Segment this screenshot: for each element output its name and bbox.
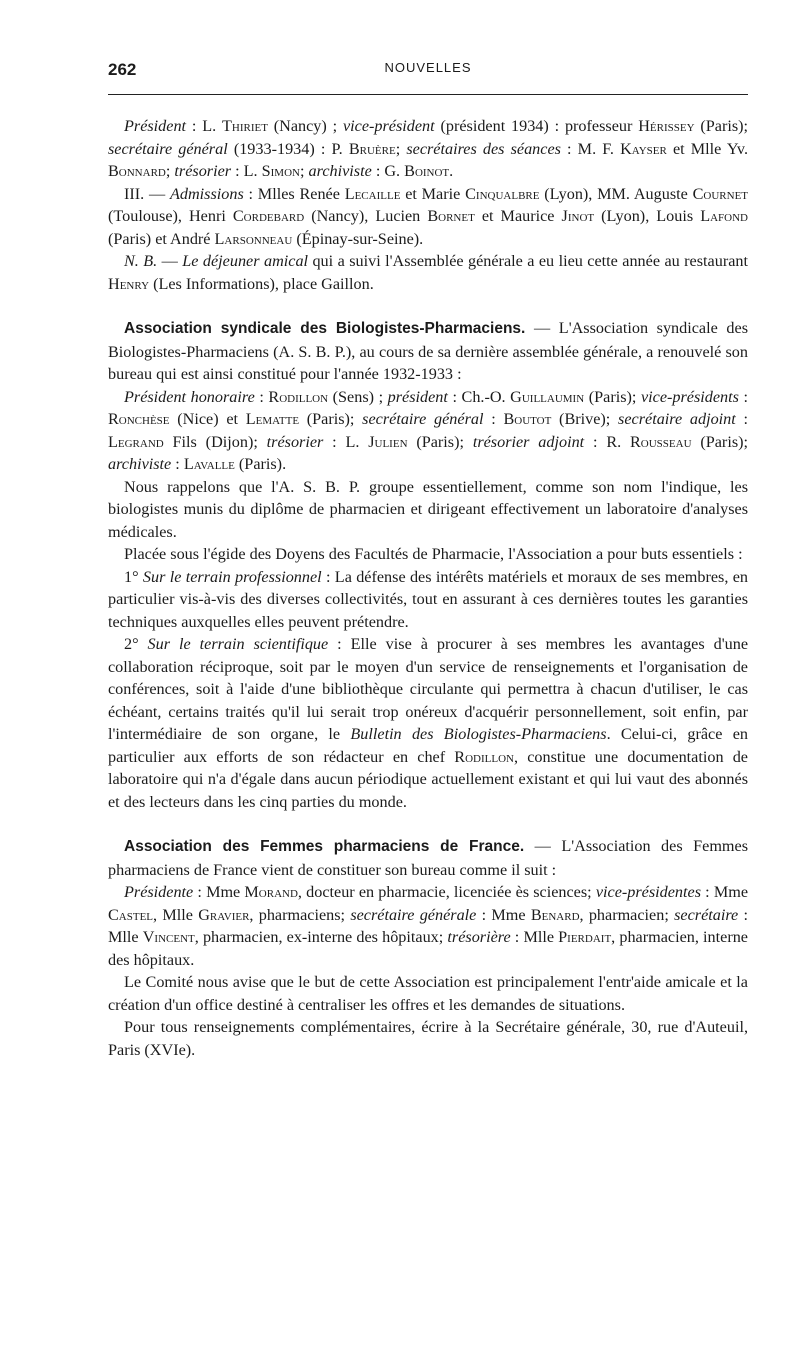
- text-run: (Sens) ;: [328, 387, 388, 406]
- role-label: Président: [124, 117, 187, 135]
- asbp-aims-paragraph: Placée sous l'égide des Doyens des Facultés de Pharmacie, l'Association a pour buts essentiels :: [124, 545, 743, 563]
- person-name: Boutot: [503, 410, 552, 428]
- role-label: secrétaire adjoint: [618, 410, 736, 428]
- text-run: : Ch.-O.: [447, 387, 511, 406]
- text-run: (Paris);: [691, 432, 749, 451]
- text-run: : Mlles Renée: [243, 184, 345, 203]
- text-run: : Mlle: [510, 928, 559, 946]
- role-label: trésorier: [266, 432, 324, 451]
- text-run: (Lyon), Louis: [594, 207, 701, 225]
- role-label: trésorière: [447, 928, 511, 946]
- text-run: (Paris);: [299, 410, 363, 428]
- person-name: Bornet: [427, 207, 475, 225]
- aim-label: Sur le terrain professionnel: [142, 567, 322, 586]
- person-name: Cournet: [692, 184, 749, 203]
- role-label: vice-présidents: [640, 387, 739, 406]
- text-run: , pharmacien, interne des hôpitaux.: [108, 928, 748, 969]
- text-run: : Mme: [701, 883, 748, 901]
- text-run: . Celui-ci, grâce en particulier aux efforts de son rédacteur en chef: [108, 725, 748, 766]
- person-name: Ronchèse: [108, 410, 170, 428]
- person-name: Cordebard: [232, 207, 305, 225]
- afpf-contact-paragraph: Pour tous renseignements complémentaires, écrire à la Secrétaire générale, 30, rue d'Auteuil, Paris (XVIe).: [108, 1018, 748, 1059]
- role-label: Président honoraire: [124, 387, 255, 406]
- person-name: Hérissey: [638, 117, 695, 135]
- text-run: : Elle vise à procurer à ses membres les avantages d'une collaboration réciproque, soit par le moyen d'un service de renseignements et l'organisation de conférences, soit à l'aide d'une bibliothèque circulante qui permettra à chacun d'utiliser, le cas échéant, certains traités qu'il lui serait trop onéreux d'acquérir personnellement, soit enfin, par l'intermédiaire de son organe, le: [108, 635, 748, 743]
- role-label: trésorier adjoint: [472, 432, 585, 451]
- role-label: archiviste: [108, 455, 172, 473]
- role-label: Présidente: [124, 883, 194, 901]
- admissions-paragraph: [108, 183, 748, 251]
- text-run: ;: [395, 139, 407, 158]
- person-name: Bruère: [348, 139, 396, 158]
- bureau-paragraph: [108, 115, 748, 183]
- afpf-intro-paragraph: [108, 835, 748, 881]
- page: [108, 60, 748, 1061]
- nb-label: N. B.: [124, 252, 158, 270]
- text-run: : L.: [323, 432, 369, 451]
- person-name: Benard: [530, 905, 580, 924]
- afpf-purpose-paragraph: Le Comité nous avise que le but de cette Association est principalement l'entr'aide amicale et la création d'un office destiné à centraliser les offres et les demandes de situations.: [108, 973, 748, 1014]
- text-run: : R.: [584, 432, 630, 451]
- role-label: trésorier: [174, 162, 232, 180]
- section-title: Association des Femmes pharmaciens de France.: [124, 838, 525, 855]
- role-label: secrétaire générale: [350, 905, 477, 924]
- person-name: Lavalle: [183, 455, 235, 473]
- role-label: vice-président: [342, 117, 435, 135]
- section-label: Admissions: [169, 184, 244, 203]
- text-run: , constitue une documentation de laboratoire qui n'a d'égale dans aucun périodique actuellement existant et qui lui vaut des abonnés et des lecteurs dans les cinq parties du monde.: [108, 747, 748, 811]
- text-run: : Mlle: [108, 905, 749, 946]
- section-title: Association syndicale des Biologistes-Pharmaciens.: [124, 320, 526, 337]
- person-name: Castel: [108, 905, 154, 924]
- section-gap: [108, 813, 748, 835]
- text-run: , pharmacien, ex-interne des hôpitaux;: [194, 928, 448, 946]
- asbp-intro-paragraph: [108, 317, 748, 386]
- afpf-bureau-paragraph: [108, 881, 748, 971]
- text-run: (Lyon), MM. Auguste: [539, 184, 693, 203]
- text-run: :: [735, 410, 749, 428]
- text-run: — L'Association syndicale des Biologistes-Pharmaciens (A. S. B. P.), au cours de sa dernière assemblée générale, a renouvelé son bureau qui est ainsi constitué pour l'année 1932-1933 :: [108, 319, 748, 383]
- text-run: ;: [165, 162, 175, 180]
- text-run: , docteur en pharmacie, licenciée ès sciences;: [297, 883, 596, 901]
- text-run: 2°: [124, 635, 148, 653]
- text-run: , Mlle: [153, 905, 199, 924]
- person-name: Bonnard: [108, 162, 166, 180]
- text-run: (Paris) et André: [108, 229, 215, 248]
- text-run: :: [738, 387, 749, 406]
- person-name: Jinot: [561, 207, 595, 225]
- running-head: NOUVELLES: [384, 60, 472, 75]
- page-header: [108, 60, 748, 95]
- person-name: Julien: [368, 432, 408, 451]
- text-run: , pharmacien;: [579, 905, 675, 924]
- text-run: :: [254, 387, 269, 406]
- text-run: (Toulouse), Henri: [108, 207, 233, 225]
- aim-label: Sur le terrain scientifique: [147, 635, 329, 653]
- text-run: (Épinay-sur-Seine).: [292, 229, 424, 248]
- person-name: Kayser: [620, 139, 667, 158]
- text-run: Fils (Dijon);: [163, 432, 267, 451]
- text-run: (1933-1934) : P.: [227, 139, 349, 158]
- person-name: Rousseau: [630, 432, 692, 451]
- text-run: et Maurice: [474, 207, 562, 225]
- text-run: , pharmaciens;: [249, 905, 351, 924]
- asbp-bureau-paragraph: [108, 386, 748, 476]
- person-name: Morand: [244, 883, 298, 901]
- role-label: secrétaire général: [362, 410, 484, 428]
- person-name: Gravier: [198, 905, 250, 924]
- role-label: secrétaires des séances: [406, 139, 561, 158]
- section-gap: [108, 295, 748, 317]
- person-name: Larsonneau: [214, 229, 293, 248]
- text-run: et Mlle Yv.: [666, 139, 749, 158]
- text-run: : M. F.: [560, 139, 621, 158]
- text-run: (Paris);: [694, 117, 749, 135]
- text-run: (Paris);: [584, 387, 641, 406]
- text-run: (Nice) et: [169, 410, 246, 428]
- text-run: .: [449, 162, 454, 180]
- text-run: qui a suivi l'Assemblée générale a eu lieu cette année au restaurant: [308, 252, 748, 270]
- text-run: : La défense des intérêts matériels et moraux de ses membres, en particulier vis-à-vis des diverses collectivités, tout en assurant à ces dernières toutes les garanties techniques auxquelles elles peuvent prétendre.: [108, 567, 748, 631]
- person-name: Simon: [261, 162, 300, 180]
- page-number: 262: [108, 60, 137, 79]
- text-run: ;: [299, 162, 309, 180]
- text-run: (Paris).: [234, 455, 287, 473]
- text-run: : Mme: [476, 905, 531, 924]
- role-label: secrétaire général: [108, 139, 228, 158]
- text-run: :: [171, 455, 184, 473]
- role-label: vice-présidentes: [595, 883, 701, 901]
- person-name: Cinqualbre: [465, 184, 540, 203]
- text-run: :: [483, 410, 504, 428]
- text-run: : Mme: [193, 883, 245, 901]
- nb-paragraph: [108, 250, 748, 295]
- text-run: (Brive);: [551, 410, 619, 428]
- person-name: Legrand: [108, 432, 164, 451]
- role-label: secrétaire: [674, 905, 739, 924]
- text-run: — L'Association des Femmes pharmaciens de France vient de constituer son bureau comme il suit :: [108, 837, 748, 879]
- person-name: Pierdait: [558, 928, 612, 946]
- text-run: (Paris);: [407, 432, 473, 451]
- text-run: et Marie: [400, 184, 466, 203]
- person-name: Thiriet: [221, 117, 268, 135]
- text-run: 1°: [124, 567, 143, 586]
- asbp-aim-scientific: [108, 633, 748, 813]
- section-label: Le déjeuner amical: [182, 252, 309, 270]
- text-run: (président 1934) : professeur: [434, 117, 639, 135]
- person-name: Henry: [108, 274, 150, 293]
- text-run: (Nancy) ;: [267, 117, 343, 135]
- text-run: (Les Informations), place Gaillon.: [149, 274, 374, 293]
- person-name: Boinot: [404, 162, 450, 180]
- text-run: III. —: [124, 184, 170, 203]
- article-body: [108, 115, 748, 1061]
- role-label: archiviste: [308, 162, 372, 180]
- text-run: (Nancy), Lucien: [304, 207, 428, 225]
- role-label: président: [387, 387, 448, 406]
- person-name: Rodillon: [268, 387, 329, 406]
- text-run: : G.: [371, 162, 405, 180]
- person-name: Lecaille: [344, 184, 401, 203]
- text-run: : L.: [186, 117, 222, 135]
- person-name: Rodillon: [454, 747, 514, 766]
- text-run: : L.: [231, 162, 262, 180]
- person-name: Guillaumin: [510, 387, 585, 406]
- person-name: Lafond: [700, 207, 748, 225]
- bulletin-title: Bulletin des Biologistes-Pharmaciens: [350, 725, 607, 743]
- person-name: Lematte: [245, 410, 300, 428]
- asbp-reminder-paragraph: Nous rappelons que l'A. S. B. P. groupe essentiellement, comme son nom l'indique, les biologistes munis du diplôme de pharmacien et dirigeant effectivement un laboratoire d'analyses médicales.: [108, 477, 748, 541]
- text-run: —: [157, 252, 183, 270]
- asbp-aim-professional: [108, 566, 748, 634]
- person-name: Vincent: [142, 928, 195, 946]
